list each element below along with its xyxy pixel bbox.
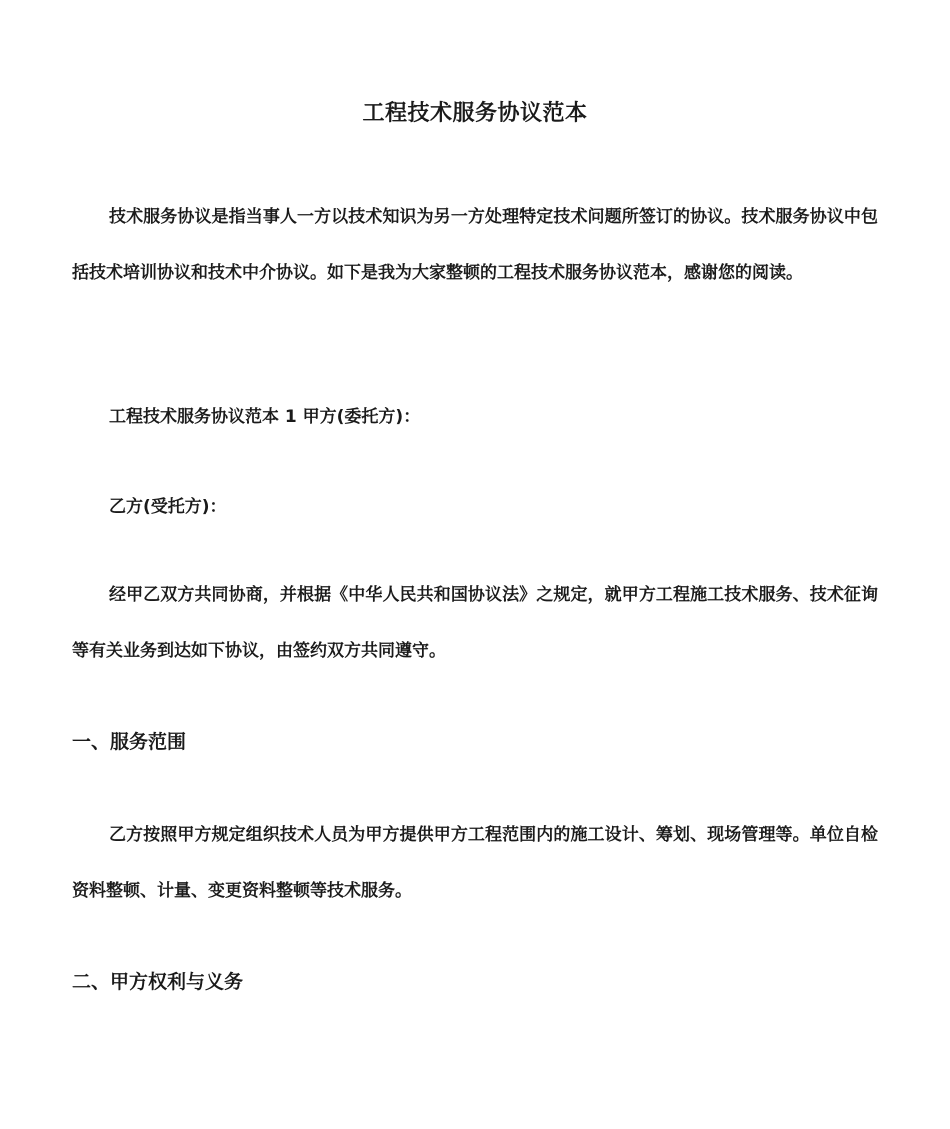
document-title: 工程技术服务协议范本	[362, 101, 588, 126]
agreement-paragraph: 经甲乙双方共同协商，并根据《中华人民共和国协议法》之规定，就甲方工程施工技术服务、技术征询等有关业务到达如下协议，由签约双方共同遵守。	[72, 585, 878, 661]
section-1-heading: 一、服务范围	[72, 731, 187, 753]
section-2-heading: 二、甲方权利与义务	[72, 971, 244, 993]
party-a-line: 工程技术服务协议范本 1 甲方(委托方)：	[109, 407, 421, 427]
party-b-line: 乙方(受托方)：	[109, 497, 227, 517]
section-1-body: 乙方按照甲方规定组织技术人员为甲方提供甲方工程范围内的施工设计、筹划、现场管理等。单位自检资料整顿、计量、变更资料整顿等技术服务。	[72, 825, 878, 901]
intro-paragraph: 技术服务协议是指当事人一方以技术知识为另一方处理特定技术问题所签订的协议。技术服务协议中包括技术培训协议和技术中介协议。如下是我为大家整顿的工程技术服务协议范本，感谢您的阅读。	[72, 207, 878, 283]
